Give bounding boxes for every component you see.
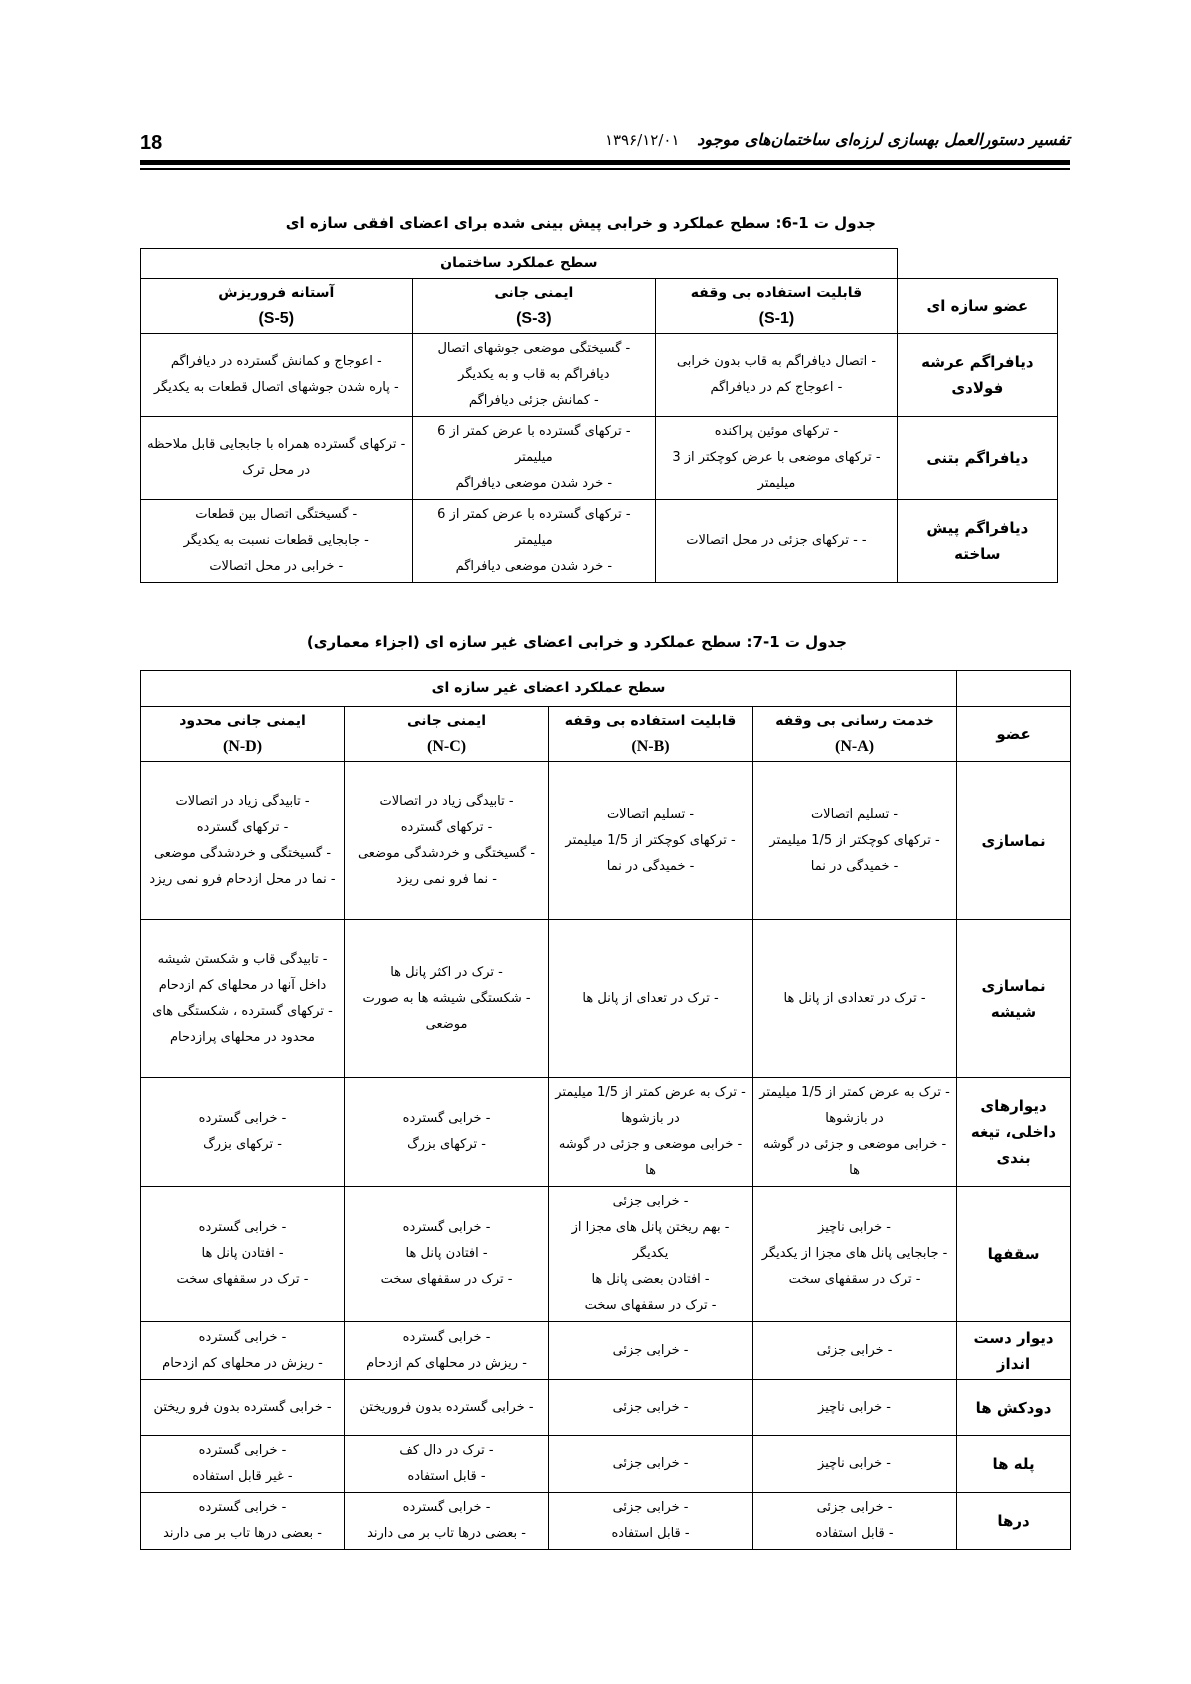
table2-blank-cell xyxy=(957,671,1071,707)
table1-col-s5: آستانه فروریزش (S-5) xyxy=(141,279,413,334)
table1-row-member: دیافراگم بتنی xyxy=(897,417,1057,500)
table2-cell: - خرابی گسترده بدون فروریختن xyxy=(345,1380,549,1436)
table2-cell: - خرابی جزئی - قابل استفاده xyxy=(753,1493,957,1550)
table2-cell: - تابیدگی زیاد در اتصالات - ترکهای گسترده - گسیختگی و خردشدگی موضعی - نما در محل ازدحام فرو نمی ریزد xyxy=(141,762,345,920)
table1-col-s3: ایمنی جانی (S-3) xyxy=(412,279,656,334)
table2-cell: - خرابی گسترده - بعضی درها تاب بر می دارند xyxy=(141,1493,345,1550)
table1 xyxy=(140,248,1058,583)
table2-cell: - خرابی جزئی - بهم ریختن پانل های مجزا از یکدیگر - افتادن بعضی پانل ها - ترک در سقفهای سخت xyxy=(549,1187,753,1322)
table2-cell: - ترک به عرض کمتر از 1/5 میلیمتر در بازشوها - خرابی موضعی و جزئی در گوشه ها xyxy=(549,1078,753,1187)
table2-cell: - ترک به عرض کمتر از 1/5 میلیمتر در بازشوها - خرابی موضعی و جزئی در گوشه ها xyxy=(753,1078,957,1187)
table2-cell: - ترک در تعدای از پانل ها xyxy=(549,920,753,1078)
table1-cell: - گسیختگی موضعی جوشهای اتصال دیافراگم به قاب و به یکدیگر - کمانش جزئی دیافراگم xyxy=(412,334,656,417)
table2-row-member: پله ها xyxy=(957,1436,1071,1493)
table2-group-header: سطح عملکرد اعضای غیر سازه ای xyxy=(141,671,957,707)
table2-row-member: دیوار دست انداز xyxy=(957,1322,1071,1380)
page-header xyxy=(140,128,1070,158)
table2-row-member: درها xyxy=(957,1493,1071,1550)
table1-group-header: سطح عملکرد ساختمان xyxy=(141,249,898,279)
table2-cell: - خرابی گسترده - ترکهای بزرگ xyxy=(141,1078,345,1187)
table1-caption: جدول ت 1-6: سطح عملکرد و خرابی پیش بینی شده برای اعضای افقی سازه ای xyxy=(285,214,876,232)
table2-cell: - خرابی ناچیز xyxy=(753,1436,957,1493)
table2-col-nb: قابلیت استفاده بی وقفه (N-B) xyxy=(549,707,753,762)
table2-cell: - خرابی جزئی xyxy=(549,1322,753,1380)
table1-member-header: عضو سازه ای xyxy=(897,279,1057,334)
table2-cell: - خرابی جزئی xyxy=(753,1322,957,1380)
table2-caption: جدول ت 1-7: سطح عملکرد و خرابی اعضای غیر سازه ای (اجزاء معماری) xyxy=(306,633,847,651)
table1-row-member: دیافراگم عرشه فولادی xyxy=(897,334,1057,417)
table1-cell: - اتصال دیافراگم به قاب بدون خرابی - اعوجاج کم در دیافراگم xyxy=(656,334,898,417)
table1-cell: - ترکهای موئین پراکنده - ترکهای موضعی با عرض کوچکتر از 3 میلیمتر xyxy=(656,417,898,500)
table2-col-na: خدمت رسانی بی وقفه (N-A) xyxy=(753,707,957,762)
table2-cell: - خرابی گسترده - غیر قابل استفاده xyxy=(141,1436,345,1493)
table2-cell: - خرابی گسترده - بعضی درها تاب بر می دارند xyxy=(345,1493,549,1550)
table2 xyxy=(140,670,1071,1550)
table2-row-member: سقفها xyxy=(957,1187,1071,1322)
table1-row-member: دیافراگم پیش ساخته xyxy=(897,500,1057,583)
running-title xyxy=(605,130,1070,149)
table2-col-nc: ایمنی جانی (N-C) xyxy=(345,707,549,762)
table2-cell: - خرابی گسترده - افتادن پانل ها - ترک در سقفهای سخت xyxy=(345,1187,549,1322)
table2-cell: - ترک در تعدادی از پانل ها xyxy=(753,920,957,1078)
table2-cell: - ترک در اکثر پانل ها - شکستگی شیشه ها به صورت موضعی xyxy=(345,920,549,1078)
table2-cell: - خرابی گسترده بدون فرو ریختن xyxy=(141,1380,345,1436)
table1-cell: - ترکهای گسترده همراه با جابجایی قابل ملاحظه در محل ترک xyxy=(141,417,413,500)
table2-cell: - خرابی ناچیز xyxy=(753,1380,957,1436)
page-number: 18 xyxy=(140,132,163,154)
running-title-date: ۱۳۹۶/۱۲/۰۱ xyxy=(604,131,680,149)
table2-row-member: نماسازی شیشه xyxy=(957,920,1071,1078)
table1-cell: - گسیختگی اتصال بین قطعات - جابجایی قطعات نسبت به یکدیگر - خرابی در محل اتصالات xyxy=(141,500,413,583)
table2-cell: - خرابی جزئی - قابل استفاده xyxy=(549,1493,753,1550)
table1-blank-cell xyxy=(897,249,1057,279)
table2-row-member: دودکش ها xyxy=(957,1380,1071,1436)
table2-cell: - ترک در دال کف - قابل استفاده xyxy=(345,1436,549,1493)
table1-col-s1: قابلیت استفاده بی وقفه (S-1) xyxy=(656,279,898,334)
running-title-text: تفسیر دستورالعمل بهسازی لرزه‌ای ساختمان‌های موجود xyxy=(697,130,1070,149)
table2-cell: - تسلیم اتصالات - ترکهای کوچکتر از 1/5 میلیمتر - خمیدگی در نما xyxy=(549,762,753,920)
table1-cell: - ترکهای گسترده با عرض کمتر از 6 میلیمتر - خرد شدن موضعی دیافراگم xyxy=(412,417,656,500)
table2-cell: - خرابی گسترده - افتادن پانل ها - ترک در سقفهای سخت xyxy=(141,1187,345,1322)
table1-cell: - اعوجاج و کمانش گسترده در دیافراگم - پاره شدن جوشهای اتصال قطعات به یکدیگر xyxy=(141,334,413,417)
table2-cell: - تابیدگی زیاد در اتصالات - ترکهای گسترده - گسیختگی و خردشدگی موضعی - نما فرو نمی ریزد xyxy=(345,762,549,920)
table2-cell: - خرابی جزئی xyxy=(549,1380,753,1436)
table2-member-header: عضو xyxy=(957,707,1071,762)
table2-cell: - تابیدگی قاب و شکستن شیشه داخل آنها در محلهای کم ازدحام - ترکهای گسترده ، شکستگی های محدود در محلهای پرازدحام xyxy=(141,920,345,1078)
table2-cell: - خرابی گسترده - ریزش در محلهای کم ازدحام xyxy=(141,1322,345,1380)
table1-cell: - - ترکهای جزئی در محل اتصالات xyxy=(656,500,898,583)
table1-cell: - ترکهای گسترده با عرض کمتر از 6 میلیمتر - خرد شدن موضعی دیافراگم xyxy=(412,500,656,583)
table2-cell: - خرابی گسترده - ترکهای بزرگ xyxy=(345,1078,549,1187)
table2-row-member: نماسازی xyxy=(957,762,1071,920)
table2-cell: - خرابی جزئی xyxy=(549,1436,753,1493)
table2-cell: - خرابی ناچیز - جابجایی پانل های مجزا از یکدیگر - ترک در سقفهای سخت xyxy=(753,1187,957,1322)
table2-col-nd: ایمنی جانی محدود (N-D) xyxy=(141,707,345,762)
header-rule-thin xyxy=(140,168,1070,170)
table2-cell: - خرابی گسترده - ریزش در محلهای کم ازدحام xyxy=(345,1322,549,1380)
table2-row-member: دیوارهای داخلی، تیغه بندی xyxy=(957,1078,1071,1187)
header-rule-thick xyxy=(140,160,1070,165)
table2-cell: - تسلیم اتصالات - ترکهای کوچکتر از 1/5 میلیمتر - خمیدگی در نما xyxy=(753,762,957,920)
